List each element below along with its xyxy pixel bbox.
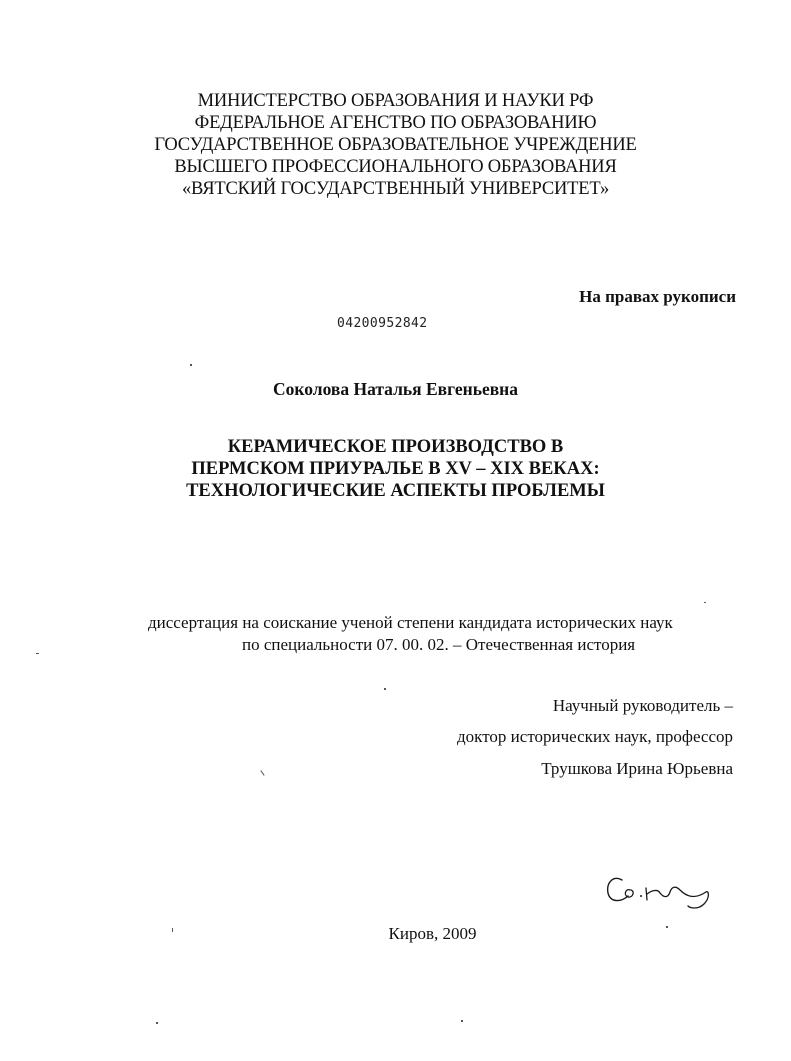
degree-line: диссертация на соискание ученой степени кандидата исторических наук: [148, 613, 673, 632]
scan-speck: [704, 602, 706, 603]
handwritten-signature: [600, 866, 720, 916]
author-name: Соколова Наталья Евгеньевна: [273, 379, 518, 399]
supervisor-name: Трушкова Ирина Юрьевна: [541, 759, 733, 778]
header-line-agency: ФЕДЕРАЛЬНОЕ АГЕНСТВО ПО ОБРАЗОВАНИЮ: [194, 113, 597, 133]
manuscript-rights-label: На правах рукописи: [579, 287, 736, 306]
header-line-education: ВЫСШЕГО ПРОФЕССИОНАЛЬНОГО ОБРАЗОВАНИЯ: [174, 157, 617, 177]
scan-speck: [461, 1020, 463, 1022]
scan-speck: [172, 928, 173, 932]
title-line-3: ТЕХНОЛОГИЧЕСКИЕ АСПЕКТЫ ПРОБЛЕМЫ: [186, 481, 605, 501]
scan-speck: [666, 926, 668, 928]
title-line-1: КЕРАМИЧЕСКОЕ ПРОИЗВОДСТВО В: [227, 437, 564, 457]
title-line-2: ПЕРМСКОМ ПРИУРАЛЬЕ В XV – XIX ВЕКАХ:: [191, 459, 600, 479]
scan-speck: [260, 770, 264, 775]
scan-speck: [156, 1022, 158, 1024]
header-line-institution: ГОСУДАРСТВЕННОЕ ОБРАЗОВАТЕЛЬНОЕ УЧРЕЖДЕНИЕ: [154, 135, 637, 155]
supervisor-role: Научный руководитель –: [552, 696, 733, 715]
city-year: Киров, 2009: [388, 924, 477, 943]
supervisor-credentials: доктор исторических наук, профессор: [457, 727, 733, 746]
header-line-ministry: МИНИСТЕРСТВО ОБРАЗОВАНИЯ И НАУКИ РФ: [197, 91, 594, 111]
scan-speck: [190, 364, 192, 366]
specialty-line: по специальности 07. 00. 02. – Отечественная история: [242, 635, 636, 654]
inventory-number: 04200952842: [337, 316, 428, 331]
header-line-university: «ВЯТСКИЙ ГОСУДАРСТВЕННЫЙ УНИВЕРСИТЕТ»: [181, 179, 610, 199]
scan-speck: [36, 653, 39, 654]
scan-speck: [384, 688, 386, 690]
